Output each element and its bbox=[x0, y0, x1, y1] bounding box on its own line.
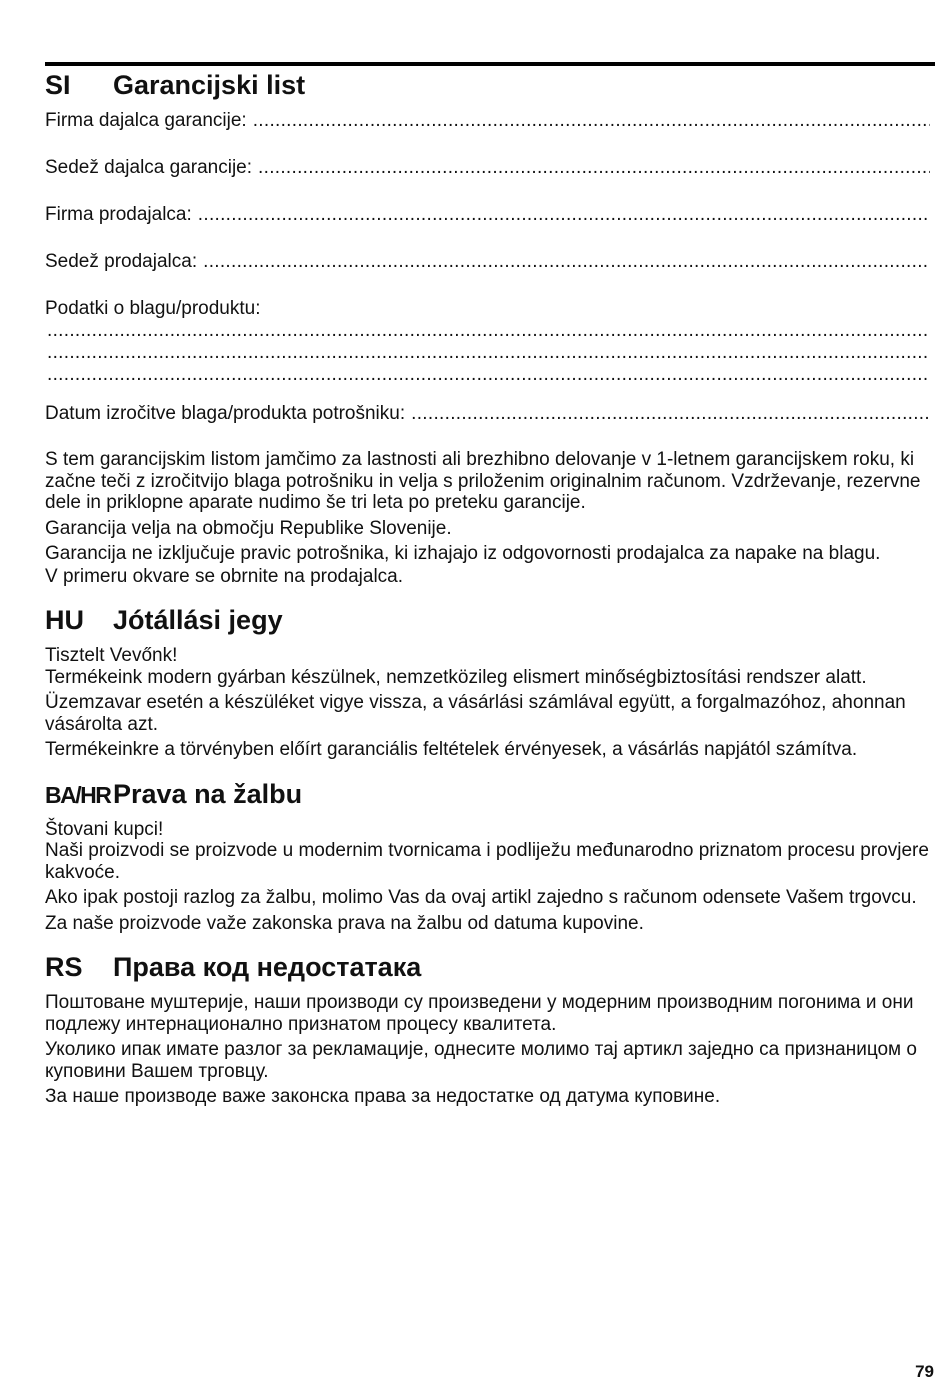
dotted-fill-line bbox=[253, 110, 930, 132]
seller-name-field bbox=[45, 204, 930, 251]
dotted-fill-line bbox=[203, 251, 930, 273]
section-heading bbox=[45, 605, 930, 645]
page-content bbox=[45, 70, 930, 1126]
section-si bbox=[45, 70, 930, 587]
dotted-fill-line bbox=[411, 403, 930, 425]
section-title: Prava na žalbu bbox=[113, 778, 303, 809]
field-label: Firma dajalca garancije: bbox=[45, 110, 247, 131]
paragraph: Termékeinkre a törvényben előírt garanciális feltételek érvényesek, a vásárlás napjától számítva. bbox=[45, 739, 858, 760]
page-number: 79 bbox=[915, 1362, 934, 1381]
warrantor-name-field bbox=[45, 110, 930, 157]
paragraph: Garancija ne izključuje pravic potrošnika, ki izhajajo iz odgovornosti prodajalca za napake na blagu. bbox=[45, 543, 881, 564]
field-label: Sedež dajalca garancije: bbox=[45, 157, 253, 178]
section-hu bbox=[45, 605, 930, 761]
section-rs bbox=[45, 952, 930, 1108]
paragraph: За наше производе важе законска права за недостатке од датума куповине. bbox=[45, 1086, 721, 1107]
section-heading bbox=[45, 70, 930, 110]
seller-address-field bbox=[45, 251, 930, 298]
section-heading bbox=[45, 952, 930, 992]
language-code: HU bbox=[45, 605, 84, 635]
dotted-fill-line bbox=[45, 342, 930, 364]
dotted-fill-line bbox=[45, 320, 930, 342]
paragraph: V primeru okvare se obrnite na prodajalca. bbox=[45, 565, 404, 587]
warrantor-address-field bbox=[45, 157, 930, 204]
section-title: Jótállási jegy bbox=[113, 605, 283, 635]
section-ba-hr bbox=[45, 779, 930, 935]
field-label: Firma prodajalca: bbox=[45, 204, 192, 225]
paragraph: Garancija velja na območju Republike Slovenije. bbox=[45, 517, 452, 539]
section-heading bbox=[45, 779, 930, 819]
paragraph: Ako ipak postoji razlog za žalbu, molimo Vas da ovaj artikl zajedno s računom odensete Vašem trgovcu. bbox=[45, 887, 917, 908]
dotted-fill-line bbox=[45, 364, 930, 386]
language-code: RS bbox=[45, 952, 83, 982]
paragraph: Üzemzavar esetén a készüléket vigye vissza, a vásárlási számlával együtt, a forgalmazóhoz, ahonnan vásárolta azt. bbox=[45, 692, 906, 735]
field-label: Podatki o blagu/produktu: bbox=[45, 298, 261, 319]
section-title: Права код недостатака bbox=[113, 952, 422, 982]
paragraph: Уколико ипак имате разлог за рекламације, однесите молимо тај артикл заједно са признаницом о куповини Вашем трговцу. bbox=[45, 1039, 917, 1082]
paragraph: Za naše proizvode važe zakonska prava na žalbu od datuma kupovine. bbox=[45, 912, 644, 934]
section-title: Garancijski list bbox=[113, 70, 306, 100]
field-label: Datum izročitve blaga/produkta potrošniku: bbox=[45, 403, 406, 424]
field-label: Sedež prodajalca: bbox=[45, 251, 198, 272]
delivery-date-field bbox=[45, 403, 930, 439]
language-code: SI bbox=[45, 70, 71, 100]
paragraph: Termékeink modern gyárban készülnek, nemzetközileg elismert minőségbiztosítási rendszer alatt. bbox=[45, 666, 867, 688]
dotted-fill-line bbox=[198, 204, 930, 226]
paragraph: Поштоване муштерије, наши производи су произведени у модерним производним погонима и они подлежу интернационално признатом процесу квалитета. bbox=[45, 992, 914, 1035]
top-rule bbox=[45, 62, 935, 66]
paragraph: S tem garancijskim listom jamčimo za lastnosti ali brezhibno delovanje v 1-letnem garancijskem roku, ki začne teči z izročitvijo blaga potrošniku in velja s priloženim originalnim računom. Vzdrževanje, rezervne dele in priklopne aparate nudimo še tri leta po preteku garancije. bbox=[45, 449, 921, 513]
paragraph: Naši proizvodi se proizvode u modernim tvornicama i podliježu međunarodno priznatom procesu provjere kakvoće. bbox=[45, 840, 929, 883]
paragraph: Štovani kupci! bbox=[45, 818, 164, 840]
product-data-field bbox=[45, 298, 930, 386]
dotted-fill-line bbox=[258, 157, 930, 179]
paragraph: Tisztelt Vevőnk! bbox=[45, 645, 178, 666]
language-code: BA/HR bbox=[45, 781, 111, 808]
